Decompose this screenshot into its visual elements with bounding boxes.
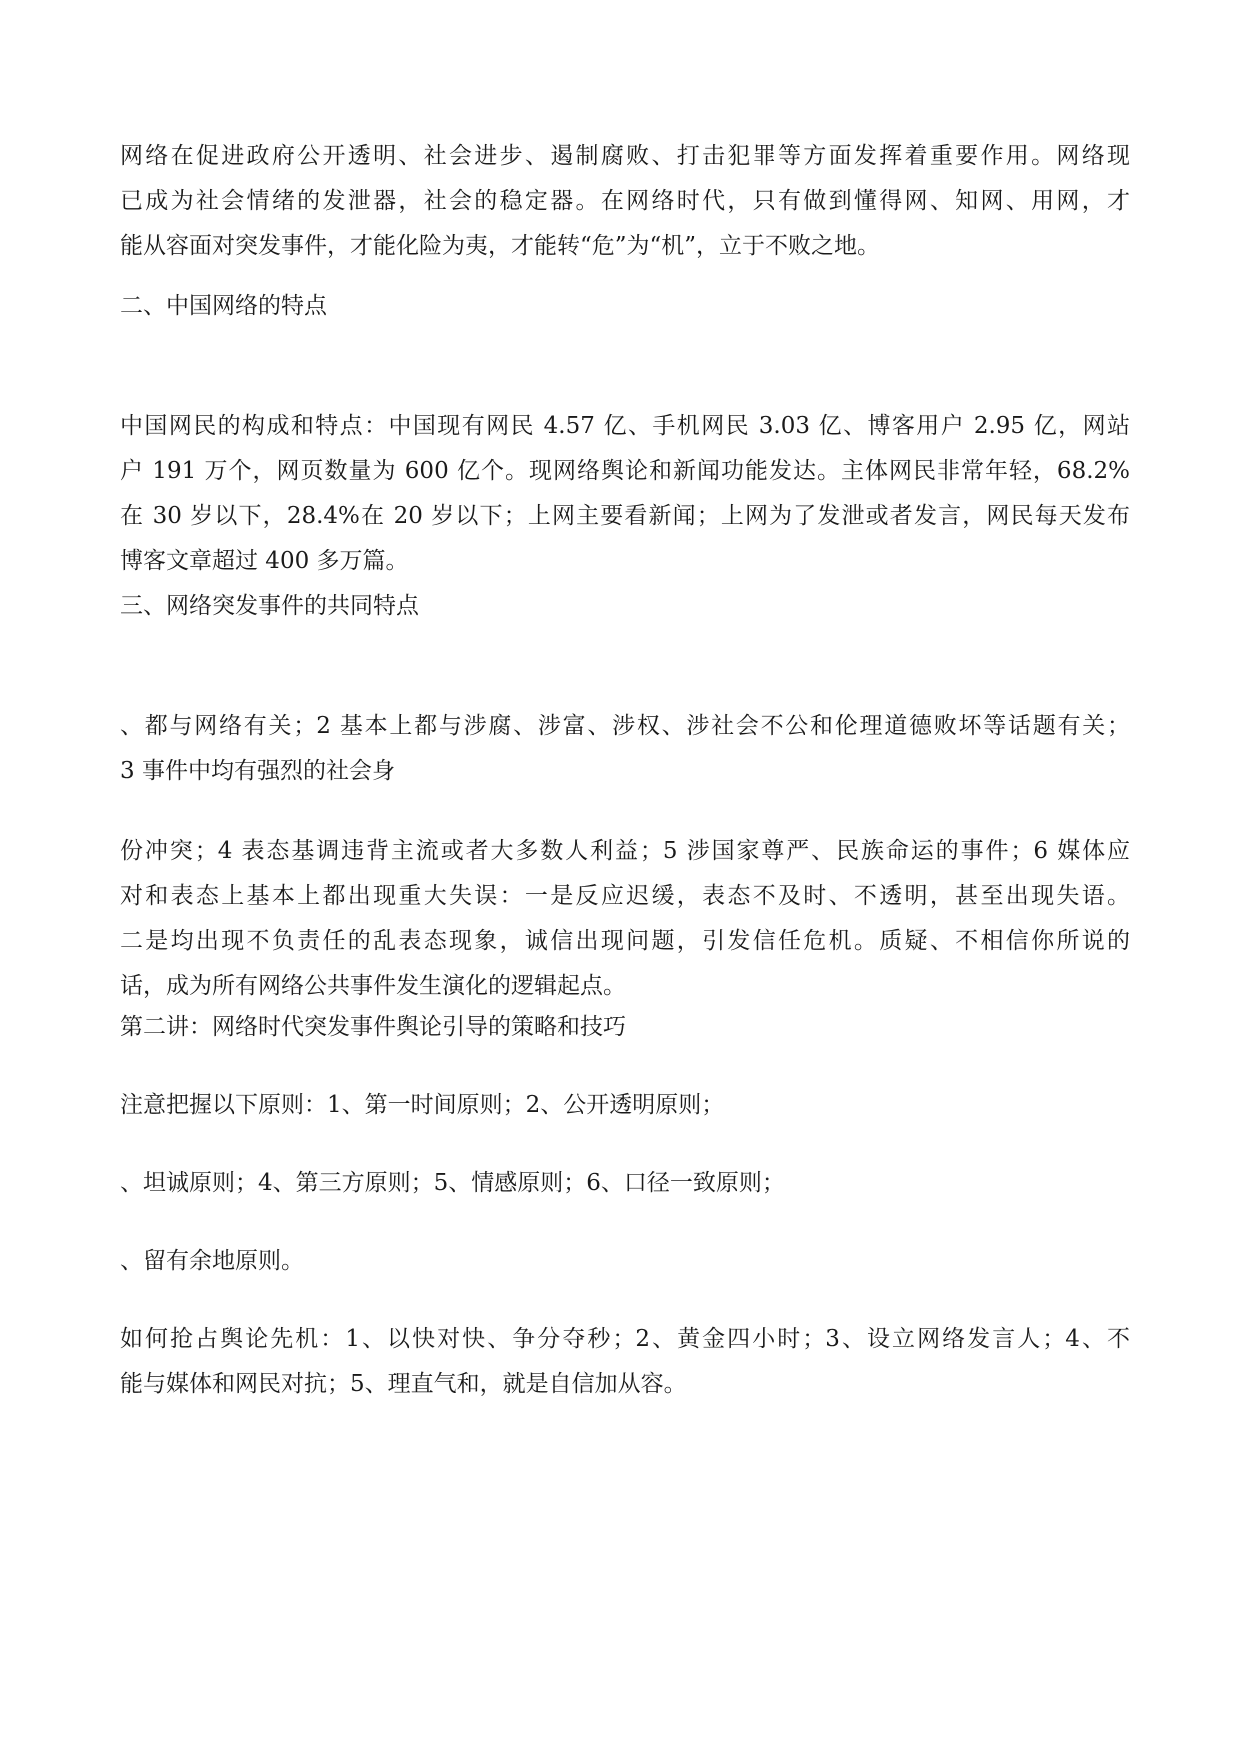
text-line: 如何抢占舆论先机：1、以快对快、争分夺秒；2、黄金四小时；3、设立网络发言人；4、不 (120, 1326, 1130, 1352)
paragraph-seize-initiative (120, 1317, 1130, 1407)
paragraph-common-features-part1 (120, 704, 1130, 794)
text-line: 能从容面对突发事件，才能化险为夷，才能转“危”为“机”，立于不败之地。 (120, 233, 881, 259)
text-line: 、留有余地原则。 (120, 1248, 304, 1274)
paragraph-principles-1 (120, 1083, 1130, 1128)
lecture-heading (120, 1005, 1130, 1050)
text-line: 能与媒体和网民对抗；5、理直气和，就是自信加从容。 (120, 1371, 687, 1397)
text-line: 已成为社会情绪的发泄器，社会的稳定器。在网络时代，只有做到懂得网、知网、用网，才 (120, 188, 1130, 214)
paragraph-principles-2 (120, 1161, 1130, 1206)
text-line: 中国网民的构成和特点：中国现有网民 4.57 亿、手机网民 3.03 亿、博客用户 2.95 亿，网站 (120, 413, 1130, 439)
text-line: 3 事件中均有强烈的社会身 (120, 758, 395, 784)
heading-text: 二、中国网络的特点 (120, 293, 327, 319)
text-line: 注意把握以下原则：1、第一时间原则；2、公开透明原则； (120, 1092, 725, 1118)
paragraph-common-features-part2 (120, 829, 1130, 1009)
text-line: 话，成为所有网络公共事件发生演化的逻辑起点。 (120, 973, 626, 999)
heading-text: 三、网络突发事件的共同特点 (120, 593, 419, 619)
text-line: 份冲突；4 表态基调违背主流或者大多数人利益；5 涉国家尊严、民族命运的事件；6 媒体应 (120, 838, 1130, 864)
text-line: 二是均出现不负责任的乱表态现象，诚信出现问题，引发信任危机。质疑、不相信你所说的 (120, 928, 1130, 954)
text-line: 对和表态上基本上都出现重大失误：一是反应迟缓，表态不及时、不透明，甚至出现失语。 (120, 883, 1130, 909)
heading-text: 第二讲：网络时代突发事件舆论引导的策略和技巧 (120, 1014, 626, 1040)
text-line: 、坦诚原则；4、第三方原则；5、情感原则；6、口径一致原则； (120, 1170, 785, 1196)
text-line: 、都与网络有关；2 基本上都与涉腐、涉富、涉权、涉社会不公和伦理道德败坏等话题有关； (120, 713, 1130, 739)
text-line: 博客文章超过 400 多万篇。 (120, 548, 409, 574)
text-line: 网络在促进政府公开透明、社会进步、遏制腐败、打击犯罪等方面发挥着重要作用。网络现 (120, 143, 1130, 169)
text-line: 户 191 万个，网页数量为 600 亿个。现网络舆论和新闻功能发达。主体网民非常年轻，68.2% (120, 458, 1130, 484)
paragraph-principles-3 (120, 1239, 1130, 1284)
text-line: 在 30 岁以下，28.4%在 20 岁以下；上网主要看新闻；上网为了发泄或者发言，网民每天发布 (120, 503, 1130, 529)
section-heading-common-features (120, 584, 1130, 629)
paragraph-netizen-composition (120, 404, 1130, 584)
paragraph-network-role (120, 134, 1130, 269)
section-heading-china-network-features (120, 284, 1130, 329)
